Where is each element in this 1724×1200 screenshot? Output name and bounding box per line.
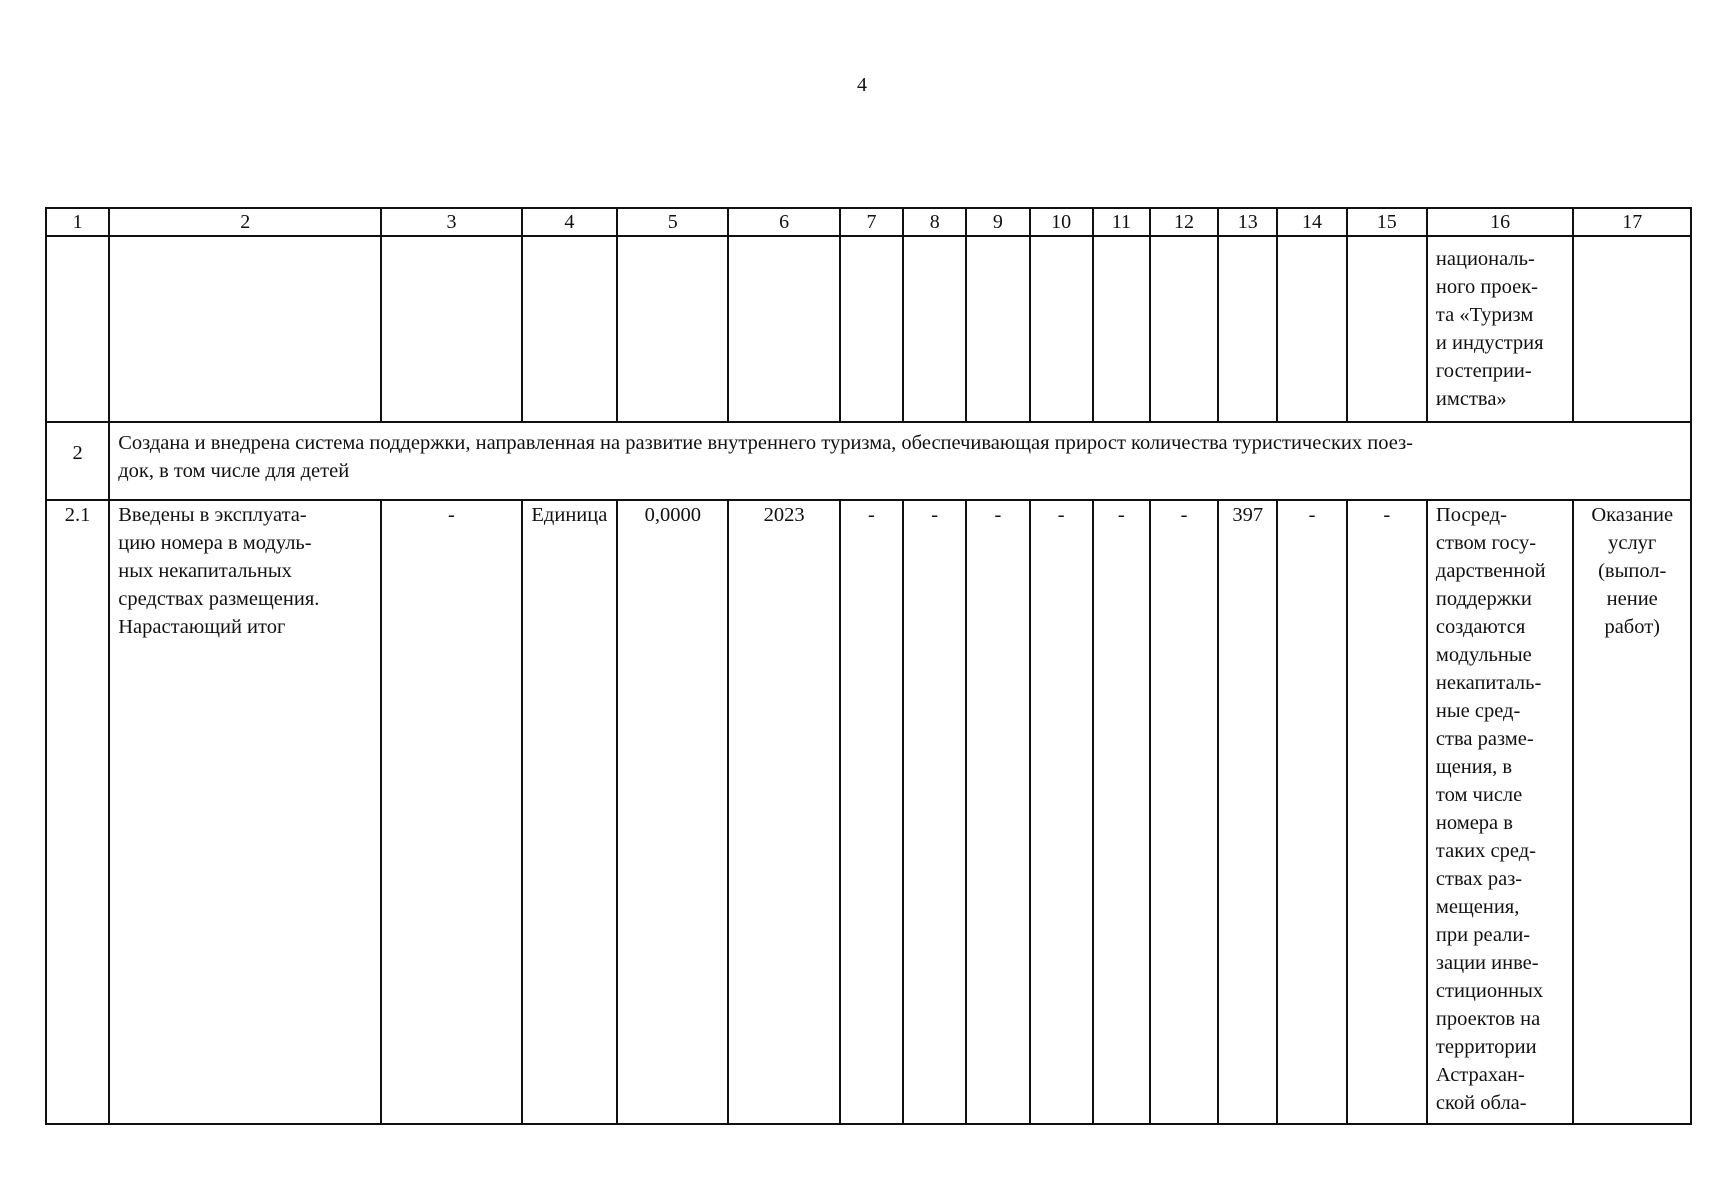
column-number: 7	[840, 208, 903, 236]
table-cell	[46, 236, 109, 422]
column-number-row	[46, 208, 1691, 236]
table-cell: -	[1150, 500, 1218, 1124]
table-cell: -	[903, 500, 966, 1124]
table-cell	[903, 236, 966, 422]
section-number: 2	[46, 422, 109, 500]
table-cell	[381, 236, 522, 422]
continuation-row	[46, 236, 1691, 422]
table-cell	[522, 236, 617, 422]
description-cell: Посред- ством госу- дарственной поддержки создаются модульные некапиталь- ные сред- ства разме- щения, в том числе номера в таких сред- ствах раз- мещения, при реали- зации инве- стиционных проектов на территории Астрахан- ской обла-	[1427, 500, 1574, 1124]
column-number: 1	[46, 208, 109, 236]
column-number: 15	[1347, 208, 1427, 236]
table-cell: -	[381, 500, 522, 1124]
unit-cell: Единица	[522, 500, 617, 1124]
table-cell	[1218, 236, 1277, 422]
table-cell	[1030, 236, 1093, 422]
page-number: 4	[857, 74, 867, 96]
column-number: 13	[1218, 208, 1277, 236]
base-year-cell: 2023	[728, 500, 839, 1124]
column-number: 6	[728, 208, 839, 236]
base-value-cell: 0,0000	[617, 500, 728, 1124]
table-cell	[1150, 236, 1218, 422]
table-cell	[1277, 236, 1346, 422]
indicator-name: Введены в эксплуата- цию номера в модуль- ных некапитальных средствах размещения. Нарастающий итог	[109, 500, 381, 1124]
column-number: 16	[1427, 208, 1574, 236]
section-title: Создана и внедрена система поддержки, направленная на развитие внутреннего туризма, обеспечивающая прирост количества туристических поез- док, в том числе для детей	[109, 422, 1691, 500]
table-cell	[1347, 236, 1427, 422]
table-cell	[728, 236, 839, 422]
column-number: 2	[109, 208, 381, 236]
column-number: 9	[966, 208, 1029, 236]
column-number: 11	[1093, 208, 1150, 236]
type-cell: Оказание услуг (выпол- нение работ)	[1573, 500, 1691, 1124]
table-cell	[840, 236, 903, 422]
row-number: 2.1	[46, 500, 109, 1124]
column-number: 14	[1277, 208, 1346, 236]
column-number: 12	[1150, 208, 1218, 236]
table-cell: -	[966, 500, 1029, 1124]
indicators-table	[45, 207, 1692, 1125]
table-cell: -	[1347, 500, 1427, 1124]
table-cell	[1573, 236, 1691, 422]
column-number: 10	[1030, 208, 1093, 236]
column-number: 5	[617, 208, 728, 236]
continuation-note: националь- ного проек- та «Туризм и индустрия гостеприи- имства»	[1427, 236, 1574, 422]
table-cell: -	[840, 500, 903, 1124]
table-cell	[617, 236, 728, 422]
table-row	[46, 500, 1691, 1124]
column-number: 4	[522, 208, 617, 236]
table-cell: -	[1093, 500, 1150, 1124]
table-cell	[966, 236, 1029, 422]
table-cell	[1093, 236, 1150, 422]
column-number: 8	[903, 208, 966, 236]
column-number: 3	[381, 208, 522, 236]
table-cell: -	[1030, 500, 1093, 1124]
column-number: 17	[1573, 208, 1691, 236]
table-cell: -	[1277, 500, 1346, 1124]
section-row	[46, 422, 1691, 500]
target-value-cell: 397	[1218, 500, 1277, 1124]
table-cell	[109, 236, 381, 422]
